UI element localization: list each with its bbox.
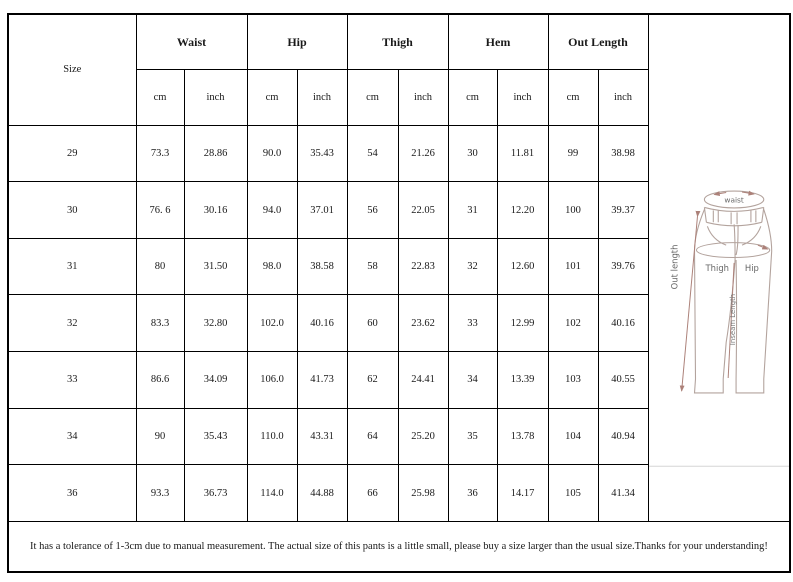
value-cell: 34: [448, 352, 497, 409]
value-cell: 25.98: [398, 465, 448, 522]
value-cell: 35.43: [184, 408, 247, 465]
value-cell: 40.16: [297, 295, 347, 352]
diagram-labels: [669, 195, 758, 345]
value-cell: 39.76: [598, 238, 648, 295]
tolerance-note: It has a tolerance of 1-3cm due to manual measurement. The actual size of this pants is a little small, please buy a size larger than the usual size.Thanks for your understanding!: [8, 521, 790, 572]
value-cell: 12.60: [497, 238, 548, 295]
value-cell: 41.73: [297, 352, 347, 409]
value-cell: 90: [136, 408, 184, 465]
unit-header-hip-inch: inch: [297, 70, 347, 126]
pants-measurement-diagram: [648, 14, 790, 521]
value-cell: 38.98: [598, 125, 648, 182]
value-cell: 40.16: [598, 295, 648, 352]
table-body: [8, 14, 790, 572]
value-cell: 12.99: [497, 295, 548, 352]
value-cell: 73.3: [136, 125, 184, 182]
column-header-out-length: Out Length: [548, 14, 648, 70]
value-cell: 102.0: [247, 295, 297, 352]
value-cell: 101: [548, 238, 598, 295]
unit-header-hip-cm: cm: [247, 70, 297, 126]
value-cell: 23.62: [398, 295, 448, 352]
value-cell: 104: [548, 408, 598, 465]
value-cell: 37.01: [297, 182, 347, 239]
column-header-hip: Hip: [247, 14, 347, 70]
waist-label: waist: [723, 195, 744, 205]
value-cell: 86.6: [136, 352, 184, 409]
value-cell: 44.88: [297, 465, 347, 522]
unit-header-outlength-inch: inch: [598, 70, 648, 126]
unit-header-waist-cm: cm: [136, 70, 184, 126]
value-cell: 36: [448, 465, 497, 522]
value-cell: 30: [448, 125, 497, 182]
footer-row: [8, 521, 790, 572]
size-cell: 29: [8, 125, 136, 182]
inseam-length-label: Inseam Length: [728, 293, 737, 346]
value-cell: 110.0: [247, 408, 297, 465]
value-cell: 28.86: [184, 125, 247, 182]
size-cell: 31: [8, 238, 136, 295]
hip-label: Hip: [744, 262, 759, 273]
column-header-thigh: Thigh: [347, 14, 448, 70]
value-cell: 31: [448, 182, 497, 239]
size-cell: 32: [8, 295, 136, 352]
value-cell: 41.34: [598, 465, 648, 522]
value-cell: 105: [548, 465, 598, 522]
unit-header-hem-inch: inch: [497, 70, 548, 126]
value-cell: 60: [347, 295, 398, 352]
header-row-groups: [8, 14, 790, 70]
value-cell: 38.58: [297, 238, 347, 295]
column-header-waist: Waist: [136, 14, 247, 70]
value-cell: 54: [347, 125, 398, 182]
value-cell: 90.0: [247, 125, 297, 182]
value-cell: 62: [347, 352, 398, 409]
unit-header-outlength-cm: cm: [548, 70, 598, 126]
value-cell: 93.3: [136, 465, 184, 522]
value-cell: 32.80: [184, 295, 247, 352]
size-cell: 30: [8, 182, 136, 239]
pants-outline: [694, 191, 771, 393]
value-cell: 106.0: [247, 352, 297, 409]
value-cell: 83.3: [136, 295, 184, 352]
value-cell: 35.43: [297, 125, 347, 182]
value-cell: 100: [548, 182, 598, 239]
value-cell: 76. 6: [136, 182, 184, 239]
out-length-label: Out length: [669, 244, 680, 290]
value-cell: 98.0: [247, 238, 297, 295]
thigh-label: Thigh: [705, 262, 729, 273]
value-cell: 13.39: [497, 352, 548, 409]
value-cell: 12.20: [497, 182, 548, 239]
value-cell: 32: [448, 238, 497, 295]
value-cell: 22.05: [398, 182, 448, 239]
value-cell: 31.50: [184, 238, 247, 295]
unit-header-thigh-cm: cm: [347, 70, 398, 126]
value-cell: 24.41: [398, 352, 448, 409]
value-cell: 13.78: [497, 408, 548, 465]
value-cell: 99: [548, 125, 598, 182]
value-cell: 102: [548, 295, 598, 352]
size-cell: 33: [8, 352, 136, 409]
unit-header-thigh-inch: inch: [398, 70, 448, 126]
value-cell: 40.55: [598, 352, 648, 409]
value-cell: 25.20: [398, 408, 448, 465]
value-cell: 14.17: [497, 465, 548, 522]
value-cell: 103: [548, 352, 598, 409]
value-cell: 64: [347, 408, 398, 465]
unit-header-hem-cm: cm: [448, 70, 497, 126]
value-cell: 114.0: [247, 465, 297, 522]
value-cell: 39.37: [598, 182, 648, 239]
value-cell: 35: [448, 408, 497, 465]
value-cell: 80: [136, 238, 184, 295]
value-cell: 33: [448, 295, 497, 352]
value-cell: 21.26: [398, 125, 448, 182]
value-cell: 11.81: [497, 125, 548, 182]
value-cell: 40.94: [598, 408, 648, 465]
column-header-size: Size: [8, 14, 136, 125]
value-cell: 36.73: [184, 465, 247, 522]
value-cell: 94.0: [247, 182, 297, 239]
pants-diagram-drawing: [649, 15, 790, 521]
size-cell: 34: [8, 408, 136, 465]
value-cell: 34.09: [184, 352, 247, 409]
size-cell: 36: [8, 465, 136, 522]
value-cell: 30.16: [184, 182, 247, 239]
value-cell: 22.83: [398, 238, 448, 295]
value-cell: 58: [347, 238, 398, 295]
unit-header-waist-inch: inch: [184, 70, 247, 126]
column-header-hem: Hem: [448, 14, 548, 70]
size-chart-table: [7, 13, 791, 573]
value-cell: 66: [347, 465, 398, 522]
value-cell: 43.31: [297, 408, 347, 465]
value-cell: 56: [347, 182, 398, 239]
